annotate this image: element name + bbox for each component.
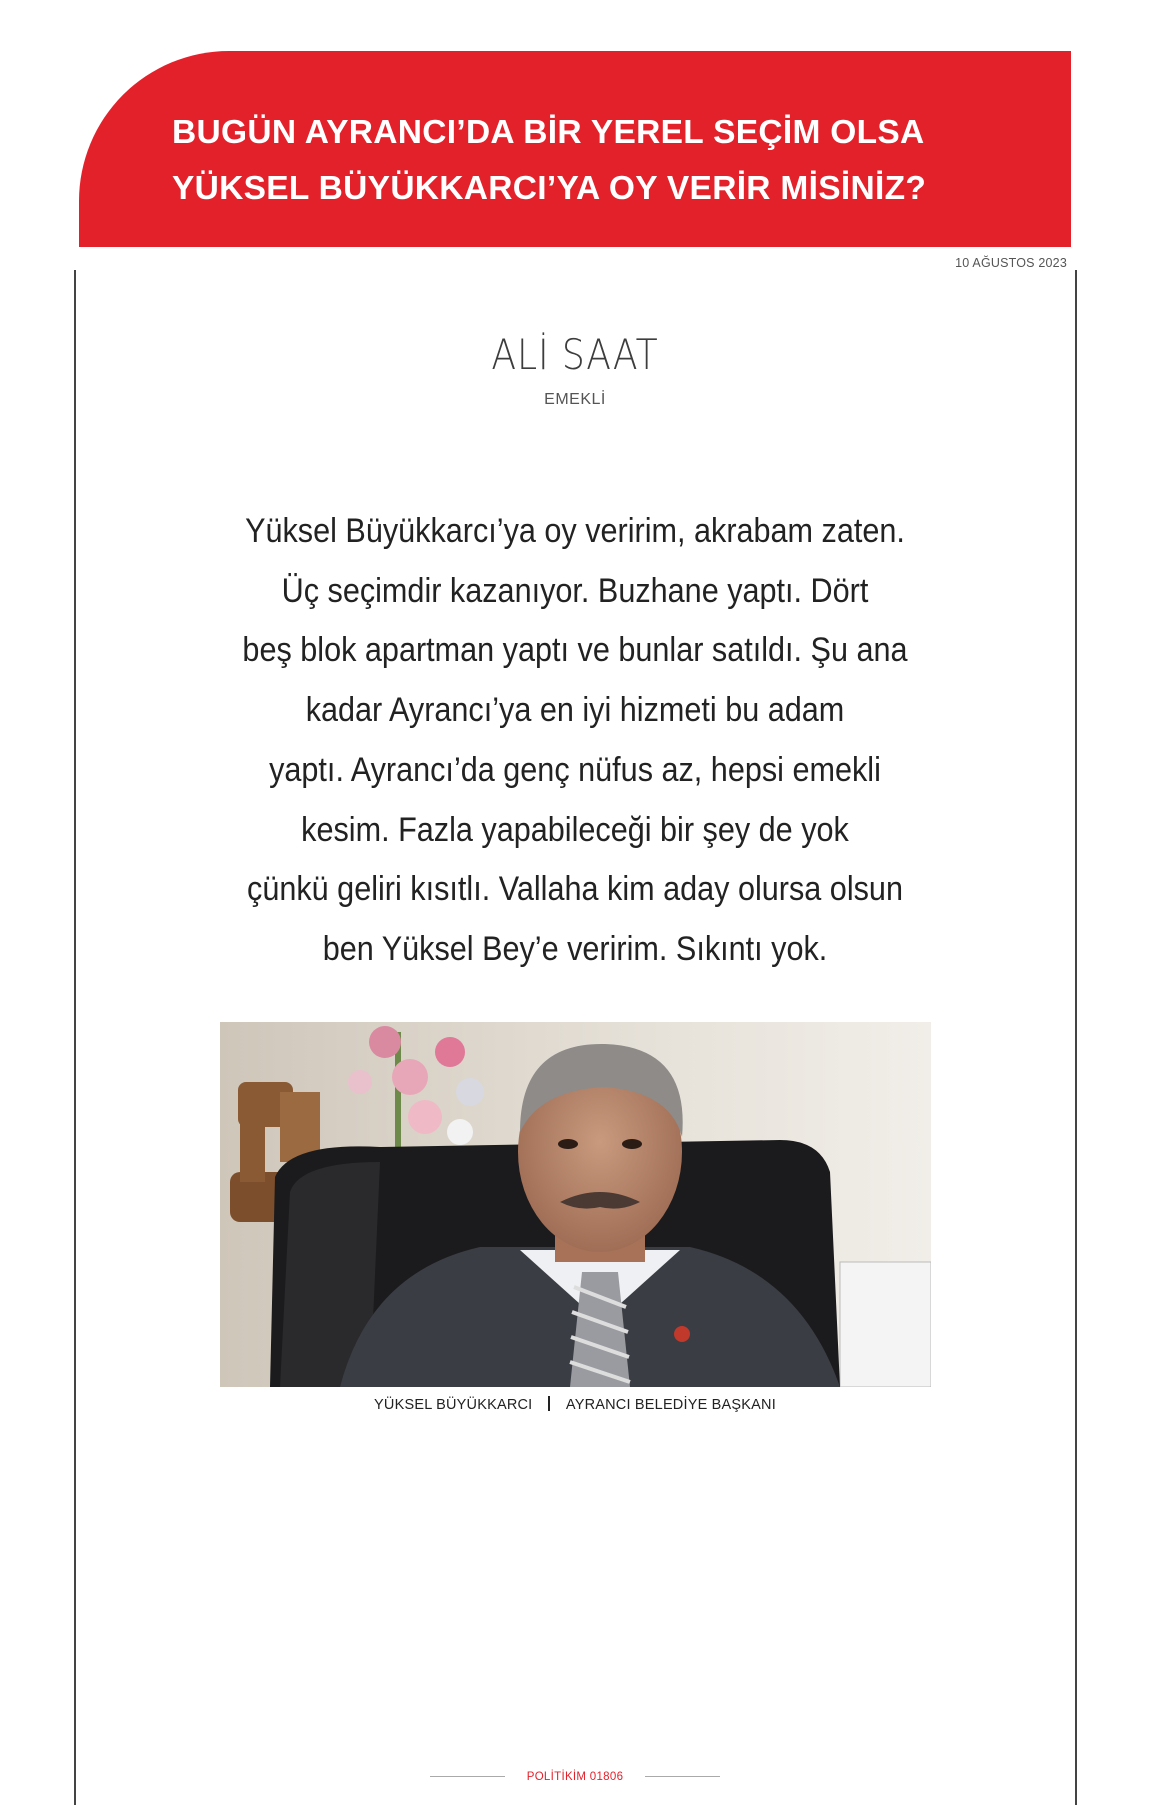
author-role: EMEKLİ: [544, 391, 606, 408]
quote-body: [0, 502, 1150, 980]
frame-right-rule: [1075, 270, 1077, 1805]
caption-separator: [548, 1396, 550, 1411]
author-name: ALİ SAAT: [491, 330, 659, 379]
quote-line: Yüksel Büyükkarcı’ya oy veririm, akrabam zaten.: [245, 512, 905, 550]
footer-rule-left: [430, 1776, 505, 1777]
caption-title: AYRANCI BELEDİYE BAŞKANI: [565, 1397, 776, 1413]
publish-date: 10 AĞUSTOS 2023: [955, 256, 1067, 270]
caption-name: YÜKSEL BÜYÜKKARCI: [374, 1397, 533, 1413]
photo-caption: [0, 1396, 1150, 1413]
quote-line: kesim. Fazla yapabileceği bir şey de yok: [301, 810, 849, 849]
quote-line: Üç seçimdir kazanıyor. Buzhane yaptı. Dört: [281, 571, 869, 610]
quote-line: çünkü geliri kısıtlı. Vallaha kim aday olursa olsun: [247, 870, 903, 909]
headline-line-2: YÜKSEL BÜYÜKKARCI’YA OY VERİR MİSİNİZ?: [172, 170, 927, 207]
quote-line: ben Yüksel Bey’e veririm. Sıkıntı yok.: [322, 929, 828, 968]
headline-line-1: BUGÜN AYRANCI’DA BİR YEREL SEÇİM OLSA: [172, 114, 925, 151]
quote-line: beş blok apartman yaptı ve bunlar satıldı. Şu ana: [242, 631, 908, 670]
footer-rule-right: [645, 1776, 720, 1777]
headline: [172, 105, 1052, 217]
portrait-photo: [220, 1022, 931, 1387]
quote-line: yaptı. Ayrancı’da genç nüfus az, hepsi emekli: [269, 750, 881, 789]
page-footer: [0, 1771, 1150, 1783]
quote-line: kadar Ayrancı’ya en iyi hizmeti bu adam: [305, 691, 845, 730]
portrait-illustration: [220, 1022, 931, 1387]
footer-label: POLİTİKİM 01806: [526, 1771, 624, 1783]
frame-left-rule: [74, 270, 76, 1805]
